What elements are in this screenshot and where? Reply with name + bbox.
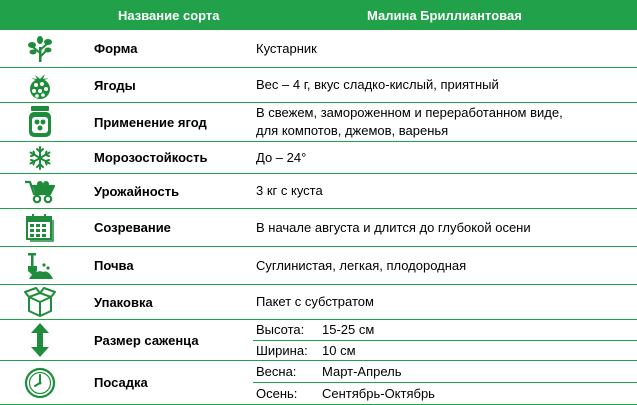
row-value-line: для компотов, джемов, варенья	[256, 123, 449, 138]
row-value-line: В свежем, замороженном и переработанном виде,	[256, 105, 563, 120]
header-variety-name: Малина Бриллиантовая	[367, 7, 522, 23]
row-value: В начале августа и длится до глубокой осени	[256, 219, 531, 235]
header-variety-label: Название сорта	[118, 7, 220, 23]
sub-value: Сентябрь-Октябрь	[322, 386, 435, 401]
row-value: 3 кг с куста	[256, 183, 323, 198]
calendar-icon	[0, 209, 80, 246]
sub-value: 10 см	[322, 342, 356, 358]
sub-key: Весна:	[256, 364, 297, 379]
row-name: Морозостойкость	[94, 150, 208, 165]
row-name: Применение ягод	[94, 114, 207, 130]
row-name: Почва	[94, 258, 134, 273]
berry-icon	[0, 68, 80, 102]
row-name: Ягоды	[94, 77, 136, 93]
sub-row	[253, 341, 637, 361]
table-row	[0, 142, 637, 174]
table-row	[0, 103, 637, 142]
planting-subtable	[253, 361, 637, 404]
sub-key: Высота:	[256, 322, 305, 338]
table-row	[0, 320, 637, 361]
clock-icon	[0, 361, 80, 404]
row-name: Форма	[94, 41, 138, 56]
row-name: Урожайность	[94, 183, 180, 199]
table-row	[0, 209, 637, 247]
sub-value: 15-25 см	[322, 322, 375, 338]
shovel-icon	[0, 247, 80, 284]
updown-arrow-icon	[0, 320, 80, 360]
sub-key: Ширина:	[256, 342, 308, 358]
wheelbarrow-icon	[0, 174, 80, 208]
row-name: Упаковка	[94, 294, 153, 310]
table-row	[0, 361, 637, 405]
box-icon	[0, 285, 80, 319]
table-row	[0, 174, 637, 209]
row-value: Вес – 4 г, вкус сладко-кислый, приятный	[256, 77, 499, 92]
size-subtable	[253, 320, 637, 360]
table-row	[0, 30, 637, 68]
jar-icon	[0, 103, 80, 141]
row-value	[253, 103, 637, 141]
table-header	[0, 0, 637, 30]
row-value: Кустарник	[256, 40, 317, 56]
table-row	[0, 285, 637, 320]
sub-row	[253, 320, 637, 341]
sub-value: Март-Апрель	[322, 364, 402, 379]
table-row	[0, 68, 637, 103]
row-value: До – 24°	[256, 149, 307, 165]
row-name: Посадка	[94, 375, 148, 390]
row-name: Созревание	[94, 220, 171, 235]
sub-row	[253, 361, 637, 383]
row-value: Суглинистая, легкая, плодородная	[256, 257, 467, 273]
sub-key: Осень:	[256, 386, 298, 401]
row-name: Размер саженца	[94, 332, 199, 348]
table-row	[0, 247, 637, 285]
sub-row	[253, 383, 637, 404]
bush-icon	[0, 30, 80, 67]
row-value: Пакет с субстратом	[256, 294, 374, 309]
snowflake-icon	[0, 142, 80, 173]
